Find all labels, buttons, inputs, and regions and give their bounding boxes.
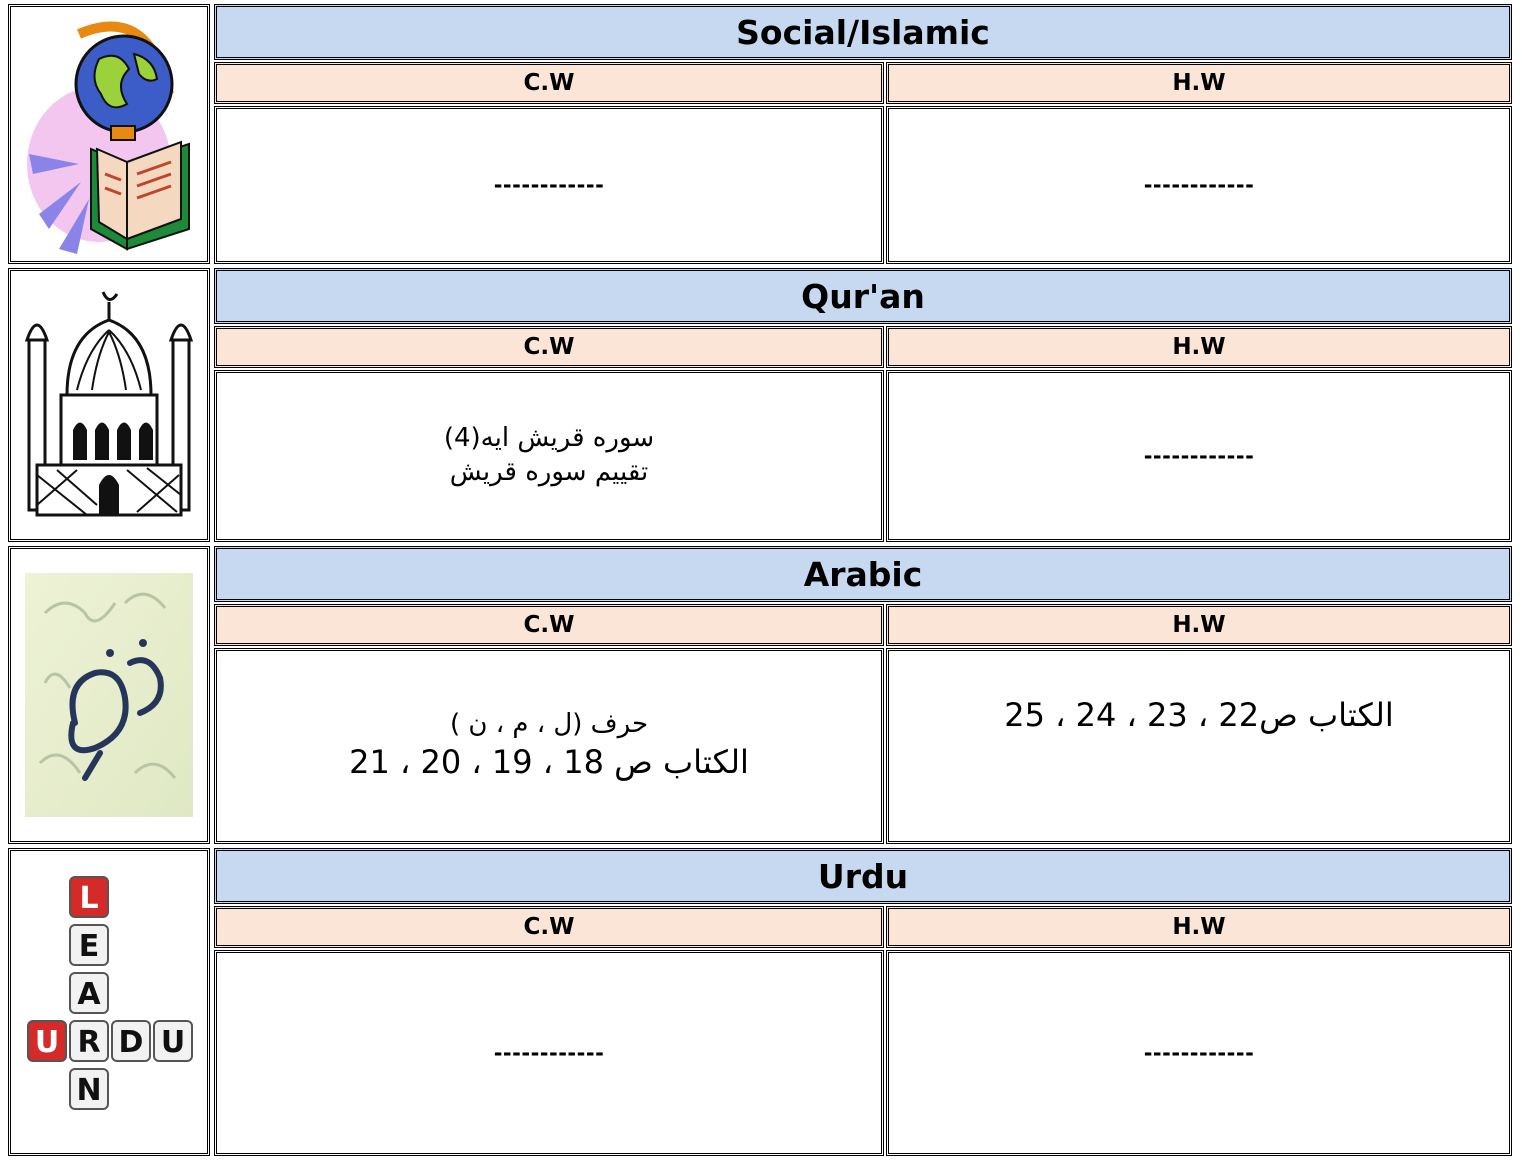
cw-line: ------------: [493, 1041, 605, 1065]
hw-cell: [886, 648, 1512, 844]
hw-line: الكتاب ص22 ، 23 ، 24 ، 25: [1004, 696, 1394, 734]
learn-urdu-blocks-icon: [14, 867, 204, 1137]
hw-header: H.W: [886, 62, 1512, 104]
subject-image-cell: [8, 546, 210, 844]
section-title: Qur'an: [214, 268, 1512, 324]
hw-cell: [886, 370, 1512, 542]
block-letter: E: [78, 929, 100, 964]
hw-line: ------------: [1143, 173, 1255, 197]
section-title: Arabic: [214, 546, 1512, 602]
block-letter: L: [79, 881, 99, 916]
cw-header: C.W: [214, 906, 884, 948]
hw-header: H.W: [886, 906, 1512, 948]
section-urdu: [8, 848, 1512, 1156]
cw-line: سوره قريش ايه(4): [443, 423, 655, 454]
block-letter: R: [77, 1025, 101, 1060]
section-quran: [8, 268, 1512, 542]
section-arabic: [8, 546, 1512, 844]
hw-header: H.W: [886, 326, 1512, 368]
arabic-calligraphy-icon: [25, 573, 193, 817]
section-title: Urdu: [214, 848, 1512, 904]
cw-cell: [214, 106, 884, 264]
cw-header: C.W: [214, 326, 884, 368]
hw-header: H.W: [886, 604, 1512, 646]
block-letter: A: [77, 977, 101, 1012]
cw-header: C.W: [214, 62, 884, 104]
block-letter: U: [34, 1025, 60, 1060]
cw-cell: [214, 648, 884, 844]
subject-image-cell: [8, 848, 210, 1156]
hw-cell: [886, 950, 1512, 1156]
hw-cell: [886, 106, 1512, 264]
cw-cell: [214, 370, 884, 542]
hw-line: ------------: [1143, 444, 1255, 468]
cw-header: C.W: [214, 604, 884, 646]
cw-line: حرف (ل ، م ، ن ): [449, 709, 649, 740]
cw-cell: [214, 950, 884, 1156]
block-letter: D: [118, 1025, 144, 1060]
globe-book-icon: [19, 14, 199, 254]
block-letter: N: [76, 1073, 102, 1108]
hw-line: ------------: [1143, 1041, 1255, 1065]
section-title: Social/Islamic: [214, 4, 1512, 60]
cw-line: تقييم سوره قريش: [449, 457, 649, 487]
subject-image-cell: [8, 268, 210, 542]
block-letter: U: [160, 1025, 186, 1060]
mosque-icon: [17, 280, 201, 530]
cw-line: ------------: [493, 173, 605, 197]
cw-line: الكتاب ص 18 ، 19 ، 20 ، 21: [349, 743, 749, 782]
section-social-islamic: [8, 4, 1512, 264]
subject-image-cell: [8, 4, 210, 264]
